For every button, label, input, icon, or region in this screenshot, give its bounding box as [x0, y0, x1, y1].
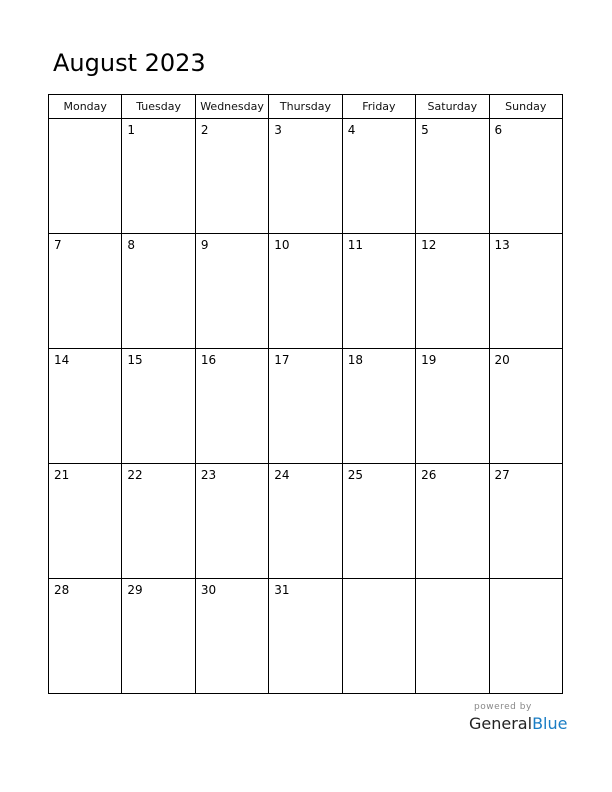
day-number: 17 [274, 353, 290, 367]
day-number: 1 [127, 123, 136, 137]
day-cell [489, 234, 562, 349]
brand-blue: Blue [532, 714, 568, 733]
day-cell [49, 579, 122, 694]
week-row [49, 579, 563, 694]
day-cell [269, 349, 342, 464]
day-number: 21 [54, 468, 70, 482]
day-number: 8 [127, 238, 136, 252]
day-cell [269, 464, 342, 579]
day-number: 30 [200, 583, 217, 597]
week-row [49, 349, 563, 464]
day-number: 16 [200, 353, 217, 367]
day-number: 2 [200, 123, 209, 137]
day-number [343, 579, 415, 583]
brand-general: General [469, 714, 533, 733]
day-number: 27 [494, 468, 510, 482]
day-cell [342, 464, 415, 579]
week-row [49, 119, 563, 234]
day-number: 10 [274, 238, 290, 252]
day-cell [489, 579, 562, 694]
day-number: 26 [421, 468, 437, 482]
day-number: 25 [347, 468, 363, 482]
day-cell [342, 234, 415, 349]
day-cell [416, 234, 489, 349]
day-number: 31 [274, 583, 290, 597]
day-cell [195, 579, 268, 694]
weekday-header: Saturday [416, 95, 489, 119]
day-number [416, 579, 488, 583]
week-row [49, 464, 563, 579]
day-number: 19 [421, 353, 437, 367]
day-cell [122, 464, 195, 579]
week-row [49, 234, 563, 349]
day-number: 23 [200, 468, 217, 482]
day-cell [489, 464, 562, 579]
weekday-header: Tuesday [122, 95, 195, 119]
day-cell [195, 464, 268, 579]
day-cell [49, 349, 122, 464]
day-number: 4 [347, 123, 356, 137]
day-number: 14 [54, 353, 70, 367]
day-cell [269, 119, 342, 234]
weekday-header: Friday [342, 95, 415, 119]
weekday-header-row [49, 95, 563, 119]
day-cell [416, 119, 489, 234]
day-number [49, 119, 121, 123]
day-cell [342, 579, 415, 694]
day-cell [195, 119, 268, 234]
brand-logo [469, 714, 567, 733]
day-number: 12 [421, 238, 437, 252]
day-number: 20 [494, 353, 510, 367]
day-cell [122, 579, 195, 694]
day-cell [416, 579, 489, 694]
weekday-header: Sunday [489, 95, 562, 119]
day-cell [49, 119, 122, 234]
day-cell [342, 349, 415, 464]
day-number: 3 [274, 123, 282, 137]
day-number: 24 [274, 468, 290, 482]
day-number [490, 579, 562, 583]
day-number: 5 [421, 123, 429, 137]
day-number: 22 [127, 468, 143, 482]
day-cell [122, 349, 195, 464]
day-number: 9 [200, 238, 209, 252]
day-cell [489, 349, 562, 464]
weekday-header: Monday [49, 95, 122, 119]
day-cell [416, 464, 489, 579]
day-number: 13 [494, 238, 510, 252]
day-number: 18 [347, 353, 363, 367]
day-cell [269, 234, 342, 349]
day-number: 7 [54, 238, 62, 252]
weekday-header: Wednesday [195, 95, 268, 119]
day-cell [489, 119, 562, 234]
day-number: 28 [54, 583, 70, 597]
day-cell [122, 119, 195, 234]
day-cell [122, 234, 195, 349]
weekday-header: Thursday [269, 95, 342, 119]
day-number: 29 [127, 583, 143, 597]
day-number: 15 [127, 353, 143, 367]
day-number: 6 [494, 123, 503, 137]
day-cell [195, 234, 268, 349]
calendar-grid [48, 94, 563, 694]
day-cell [269, 579, 342, 694]
page-title: August 2023 [53, 49, 206, 77]
day-cell [342, 119, 415, 234]
day-cell [416, 349, 489, 464]
day-cell [49, 464, 122, 579]
day-number: 11 [347, 238, 363, 252]
powered-by-label: powered by [474, 702, 532, 712]
day-cell [49, 234, 122, 349]
day-cell [195, 349, 268, 464]
